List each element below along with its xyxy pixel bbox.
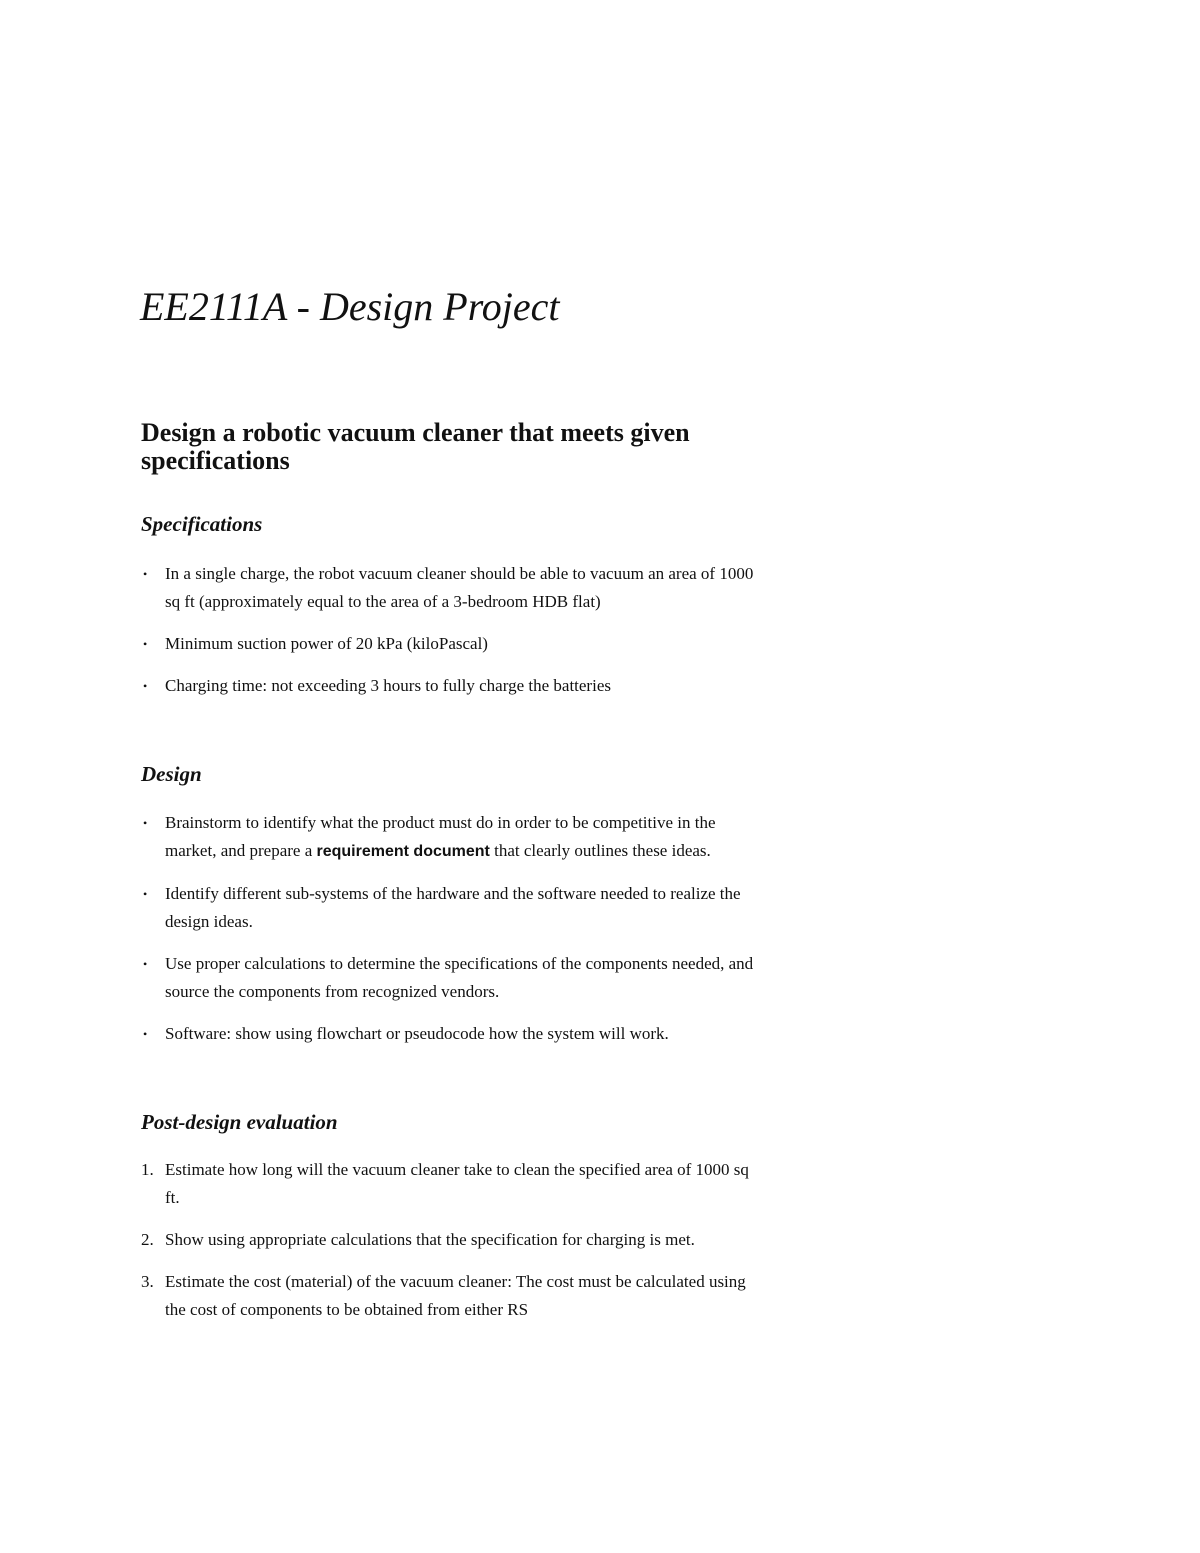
- list-item-text: Estimate the cost (material) of the vacuum cleaner: The cost must be calculated using the cost of components to be obtained from either RS: [165, 1272, 746, 1319]
- list-item-text: Use proper calculations to determine the specifications of the components needed, and source the components from recognized vendors.: [165, 954, 754, 1001]
- list-item: [141, 672, 761, 700]
- list-item: [141, 560, 761, 616]
- bullet-icon: •: [143, 1027, 148, 1041]
- requirement-document-emphasis: requirement document: [316, 843, 490, 860]
- bullet-icon: •: [143, 679, 148, 693]
- list-item: [141, 630, 761, 658]
- specifications-heading: Specifications: [141, 512, 263, 536]
- bullet-icon: •: [143, 567, 148, 581]
- list-item: [141, 809, 761, 866]
- design-list: [141, 809, 761, 1062]
- list-item-text: Software: show using flowchart or pseudocode how the system will work.: [165, 1024, 669, 1043]
- list-item: [141, 1156, 761, 1212]
- specifications-list: [141, 560, 761, 714]
- item-number: 3.: [141, 1272, 154, 1291]
- item-number: 1.: [141, 1160, 154, 1179]
- bullet-icon: •: [143, 637, 148, 651]
- list-item: [141, 1226, 761, 1254]
- list-item-text-after: that clearly outlines these ideas.: [489, 841, 711, 860]
- item-number: 2.: [141, 1230, 154, 1249]
- list-item: [141, 1020, 761, 1048]
- project-subtitle: Design a robotic vacuum cleaner that meets given specifications: [141, 418, 690, 475]
- list-item-text: Identify different sub-systems of the hardware and the software needed to realize the design ideas.: [165, 884, 741, 931]
- list-item-text-before: Brainstorm to identify what the product must do in order to be competitive in the market, and prepare a: [165, 813, 716, 860]
- bullet-icon: •: [143, 887, 148, 901]
- design-heading: Design: [141, 762, 202, 786]
- list-item: [141, 1268, 761, 1324]
- document-title: EE2111A - Design Project: [140, 284, 560, 329]
- post-design-heading: Post-design evaluation: [141, 1110, 338, 1134]
- list-item-text: Estimate how long will the vacuum cleaner take to clean the specified area of 1000 sq ft.: [165, 1160, 749, 1207]
- post-design-list: [141, 1156, 761, 1338]
- bullet-icon: •: [143, 816, 148, 830]
- list-item-text: Show using appropriate calculations that the specification for charging is met.: [165, 1230, 695, 1249]
- bullet-icon: •: [143, 957, 148, 971]
- list-item-text: Minimum suction power of 20 kPa (kiloPascal): [165, 634, 488, 653]
- list-item: [141, 880, 761, 936]
- list-item-text: In a single charge, the robot vacuum cleaner should be able to vacuum an area of 1000 sq ft (approximately equal to the area of a 3-bedroom HDB flat): [165, 564, 754, 611]
- list-item: [141, 950, 761, 1006]
- list-item-text: Charging time: not exceeding 3 hours to fully charge the batteries: [165, 676, 611, 695]
